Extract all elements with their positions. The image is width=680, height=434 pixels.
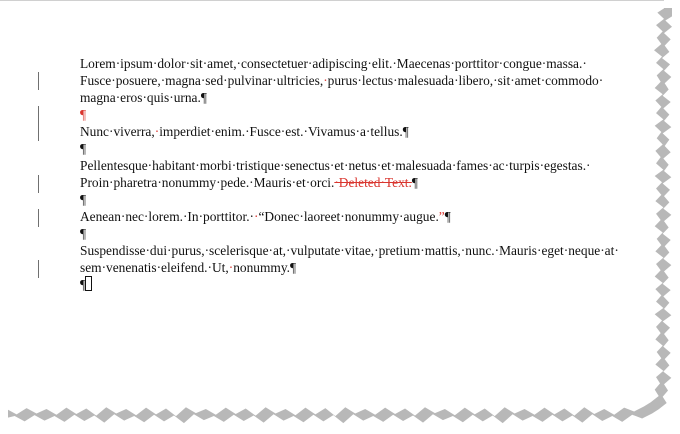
text-run: magna·eros·quis·urna. [80,90,201,105]
change-bar [38,106,39,141]
paragraph-line [80,55,620,72]
pilcrow-mark: ¶ [200,90,207,105]
text-run: Fusce·posuere,·magna·sed·pulvinar·ultricies, [80,73,324,88]
text-cursor [85,276,92,291]
inserted-space: · [254,209,259,224]
pilcrow-mark: ¶ [80,141,87,156]
paragraph-line [80,242,620,259]
paragraph-line [80,89,620,106]
document-body[interactable] [80,55,620,293]
change-bar [38,175,39,193]
inserted-pilcrow-mark: ¶ [80,107,87,122]
paragraph-line [80,225,620,242]
inserted-space: · [228,260,234,275]
inserted-space: · [154,124,160,139]
inserted-quote: ” [438,209,445,224]
text-run: Aenean·nec·lorem.·In·porttitor.· [80,209,254,224]
text-run: Pellentesque·habitant·morbi·tristique·senectus·et·netus·et·malesuada·fames·ac·turpis·egestas.· [80,158,591,173]
paragraph-line [80,259,620,276]
text-run: imperdiet·enim.·Fusce·est.·Vivamus·a·tellus. [159,124,403,139]
text-run: nonummy. [233,260,290,275]
pilcrow-mark: ¶ [411,175,418,190]
paragraph-line [80,72,620,89]
text-run: purus·lectus·malesuada·libero,·sit·amet·commodo· [327,73,604,88]
change-bar [38,72,39,90]
text-run: “Donec·laoreet·nonummy·augue. [258,209,439,224]
text-run: Suspendisse·dui·purus,·scelerisque·at,·vulputate·vitae,·pretium·mattis,·nunc.·Mauris·eget·neque·at· [80,243,619,258]
pilcrow-mark: ¶ [444,209,451,224]
pilcrow-mark: ¶ [80,277,87,292]
text-run: Proin·pharetra·nonummy·pede.·Mauris·et·orci. [80,175,335,190]
change-bar [38,209,39,227]
pilcrow-mark: ¶ [80,192,87,207]
paragraph-line [80,123,620,140]
inserted-space: · [323,73,328,88]
paragraph-line [80,106,620,123]
paragraph-line [80,208,620,225]
text-run: Nunc·viverra, [80,124,155,139]
text-run: sem·venenatis·eleifend.·Ut, [80,260,229,275]
paragraph-line [80,191,620,208]
paragraph-line [80,174,620,191]
text-run: Lorem·ipsum·dolor·sit·amet,·consectetuer·adipiscing·elit.·Maecenas·porttitor·congue·massa.· [80,56,587,71]
change-bar [38,260,39,278]
paragraph-line [80,157,620,174]
paragraph-line [80,276,620,293]
pilcrow-mark: ¶ [290,260,297,275]
paragraph-line [80,140,620,157]
pilcrow-mark: ¶ [80,226,87,241]
deleted-text: ·Deleted·Text. [334,175,412,190]
pilcrow-mark: ¶ [402,124,409,139]
